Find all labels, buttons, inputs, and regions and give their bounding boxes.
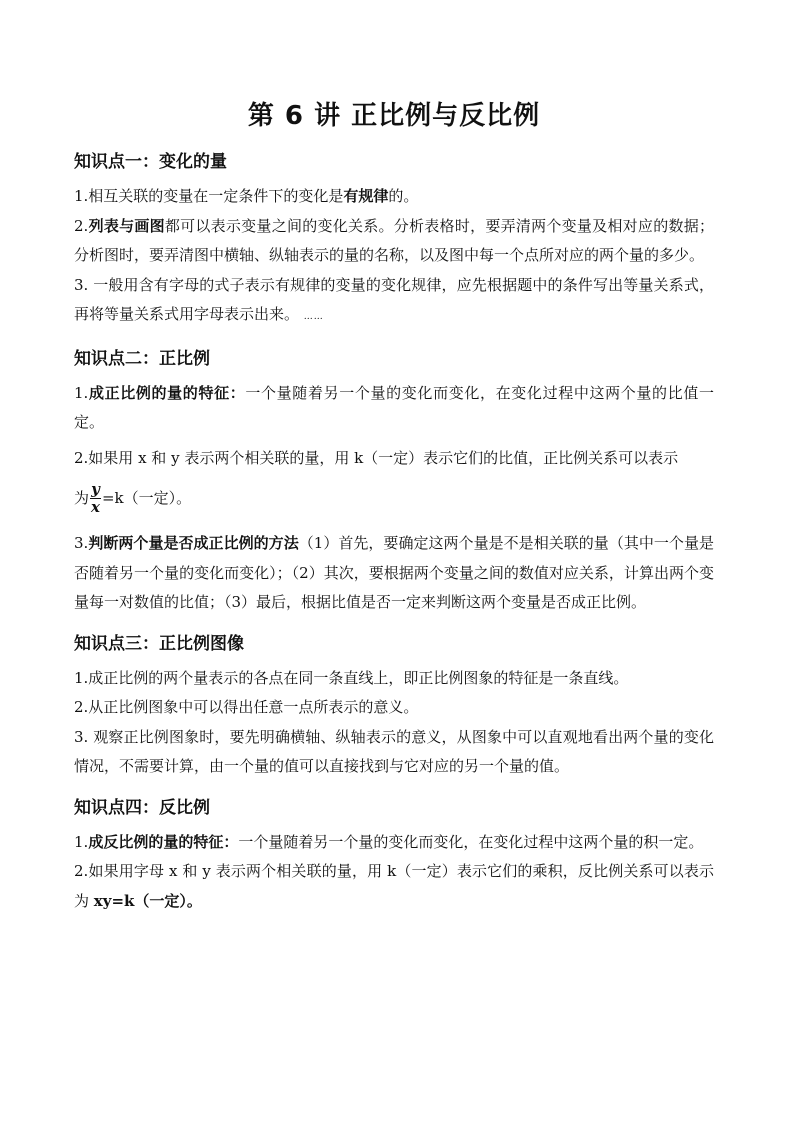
s2-formula-equals: =k（一定）。 [101, 488, 192, 507]
s1-paragraph-3 [74, 271, 714, 333]
s2-p1-num: 1. [74, 383, 89, 402]
s4-p1-bold: 成反比例的量的特征： [88, 832, 239, 851]
s2-p2-text: 2.如果用 x 和 y 表示两个相关联的量，用 k（一定）表示它们的比值，正比例关系可以表示 [74, 448, 679, 467]
s2-p3-bold: 判断两个量是否成正比例的方法 [88, 534, 299, 552]
s3-paragraph-3: 3. 观察正比例图象时，要先明确横轴、纵轴表示的意义，从图象中可以直观地看出两个量的变化情况，不需要计算，由一个量的值可以直接找到与它对应的另一个量的值。 [74, 727, 714, 775]
ellipsis-mark: …… [303, 312, 324, 322]
section-heading-2: 知识点二：正比例 [74, 348, 210, 369]
s2-formula-line [74, 473, 714, 523]
s2-paragraph-1 [74, 379, 714, 438]
s1-paragraph-2 [74, 212, 714, 271]
s4-p1-num: 1. [74, 832, 89, 851]
fraction-y-over-x [90, 481, 101, 516]
s2-p3-text: （1）首先，要确定这两个量是不是相关联的量（其中一个量是否随着另一个量的变化而变化）；（2）其次，要根据两个变量之间的数值对应关系，计算出两个变量每一对数值的比值；（3）最后，根据比值是否一定来判断这两个变量是否成正比例。 [74, 534, 714, 611]
s2-p3-num: 3. [74, 534, 89, 552]
fraction-numerator: y [91, 479, 100, 498]
s3-paragraph-2: 2.从正比例图象中可以得出任意一点所表示的意义。 [74, 698, 419, 716]
s2-p1-text: 一个量随着另一个量的变化而变化，在变化过程中这两个量的比值一定。 [74, 383, 714, 431]
s4-p1-text: 一个量随着另一个量的变化而变化，在变化过程中这两个量的积一定。 [238, 832, 704, 851]
s4-paragraph-1 [74, 828, 714, 858]
s1-p2-bold: 列表与画图 [88, 216, 165, 235]
s4-p2-text: 2.如果用字母 x 和 y 表示两个相关联的量，用 k（一定）表示它们的乘积，反比例关系可以表示为 [74, 862, 714, 910]
s1-p2-text: 都可以表示变量之间的变化关系。分析表格时，要弄清两个变量及相对应的数据；分析图时，要弄清图中横轴、纵轴表示的量的名称，以及图中每一个点所对应的两个量的多少。 [74, 216, 714, 264]
s1-p3-text: 3. 一般用含有字母的式子表示有规律的变量的变化规律，应先根据题中的条件写出等量关系式，再将等量关系式用字母表示出来。 [74, 275, 714, 323]
section-heading-1: 知识点一：变化的量 [74, 152, 227, 172]
fraction-denominator: x [91, 497, 100, 516]
s2-paragraph-2 [74, 444, 714, 474]
s2-formula-prefix: 为 [74, 488, 90, 507]
page-title: 第 6 讲 正比例与反比例 [247, 101, 541, 131]
s2-p1-bold: 成正比例的量的特征： [88, 383, 246, 402]
s1-p1-bold: 有规律 [343, 187, 389, 205]
s4-p2-formula: xy=k（一定）。 [93, 891, 202, 910]
section-heading-3: 知识点三：正比例图像 [74, 633, 244, 654]
s1-p1-end: 的。 [388, 187, 419, 205]
s4-paragraph-2 [74, 857, 714, 916]
s1-paragraph-1 [74, 182, 714, 212]
s2-paragraph-3 [74, 529, 714, 618]
s3-paragraph-1: 1.成正比例的两个量表示的各点在同一条直线上，即正比例图象的特征是一条直线。 [74, 668, 629, 687]
s1-p2-num: 2. [74, 216, 89, 235]
s1-p1-text: 1.相互关联的变量在一定条件下的变化是 [74, 187, 344, 205]
section-heading-4: 知识点四：反比例 [74, 797, 210, 818]
